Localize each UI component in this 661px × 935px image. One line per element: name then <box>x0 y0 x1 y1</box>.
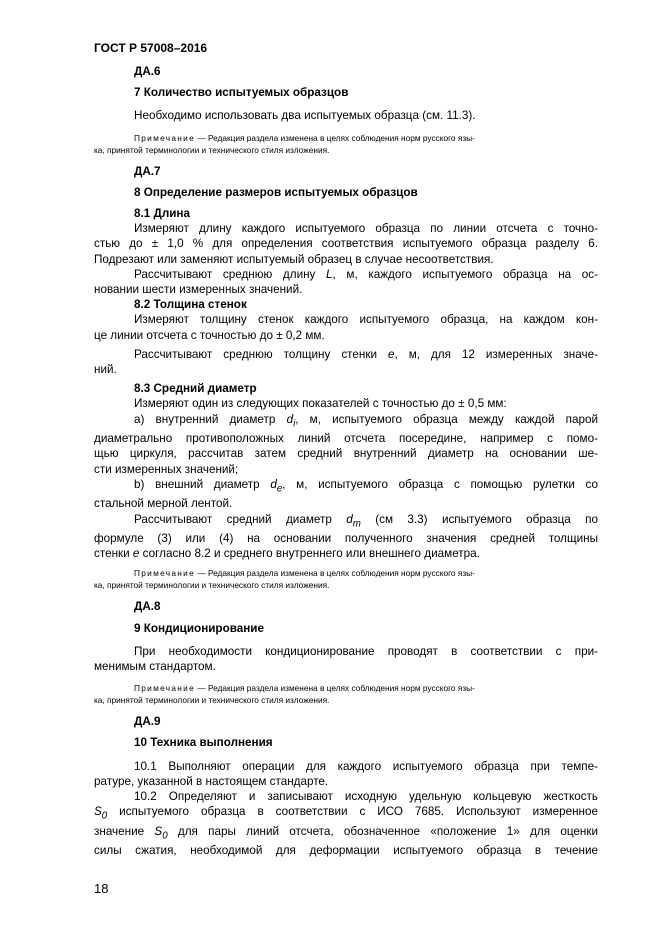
subsection-title-8-1: 8.1 Длина <box>134 207 190 221</box>
text-line: формуле (3) или (4) на основании полученного значения средней толщины <box>94 532 598 546</box>
section-title-10: 10 Техника выполнения <box>134 736 273 750</box>
subsection-title-8-3: 8.3 Средний диаметр <box>134 382 257 396</box>
section-code-da8: ДА.8 <box>134 600 161 614</box>
text-line: значение $S_0$ для пары линий отсчета, обозначенное «положение 1» для оценки <box>94 824 598 842</box>
symbol-e: e <box>387 347 395 361</box>
text-line: Измеряют длину каждого испытуемого образца по линии отсчета с точно- <box>134 222 598 236</box>
note-label: Примечание <box>134 132 196 143</box>
note-label: Примечание <box>134 568 196 579</box>
text-line: Рассчитывают среднюю толщину стенки e, м, для 12 измеренных значе- <box>134 347 598 361</box>
text-line: це линии отсчета с точностью до ± 0,2 мм. <box>94 328 325 342</box>
text-line: ний. <box>94 363 117 377</box>
section-title-7: 7 Количество испытуемых образцов <box>134 86 349 100</box>
text-line: ратуре, указанной в настоящем стандарте. <box>94 774 329 788</box>
section-code-da9: ДА.9 <box>134 715 161 729</box>
text-line: менимым стандартом. <box>94 660 216 674</box>
note-line-1: — Редакция раздела изменена в целях соблюдения норм русского язы- <box>195 683 475 694</box>
section-title-8: 8 Определение размеров испытуемых образцов <box>134 185 418 199</box>
note-da6 <box>94 132 598 156</box>
note-line-2: ка, принятой терминологии и технического стиля изложения. <box>94 144 330 155</box>
text-line: стью до ± 1,0 % для определения соответствия испытуемого образца разделу 6. <box>94 237 598 251</box>
text-line: щью циркуля, рассчитав затем средний внутренний диаметр на основании ше- <box>94 447 598 461</box>
list-item-a: a) внутренний диаметр $d_i$, м, испытуемого образца между каждой парой <box>134 412 598 429</box>
standard-header: ГОСТ Р 57008–2016 <box>94 41 208 55</box>
text-line: 10.2 Определяют и записывают исходную удельную кольцевую жесткость <box>134 790 598 804</box>
text-line: стальной мерной лентой. <box>94 497 233 511</box>
note-da8 <box>94 682 598 706</box>
section-title-9: 9 Кондиционирование <box>134 621 264 635</box>
note-line-2: ка, принятой терминологии и технического стиля изложения. <box>94 695 330 706</box>
subsection-title-8-2: 8.2 Толщина стенок <box>134 298 247 312</box>
text-line: силы сжатия, необходимой для деформации испытуемого образца в течение <box>94 844 598 858</box>
note-label: Примечание <box>134 683 196 694</box>
section-code-da7: ДА.7 <box>134 164 161 178</box>
text-line: Измеряют толщину стенок каждого испытуемого образца, на каждом кон- <box>134 313 598 327</box>
symbol-L: L <box>326 267 333 281</box>
text-line: При необходимости кондиционирование проводят в соответствии с при- <box>134 644 598 658</box>
note-line-1: — Редакция раздела изменена в целях соблюдения норм русского язы- <box>195 132 475 143</box>
list-item-b: b) внешний диаметр $d_e$, м, испытуемого образца с помощью рулетки со <box>134 477 598 495</box>
paragraph-7: Необходимо использовать два испытуемых образца (см. 11.3). <box>134 109 476 123</box>
note-line-2: ка, принятой терминологии и технического стиля изложения. <box>94 580 330 591</box>
text-line: 10.1 Выполняют операции для каждого испытуемого образца при темпе- <box>134 759 598 773</box>
page-number: 18 <box>94 881 109 896</box>
text-line: стенки e согласно 8.2 и среднего внутреннего или внешнего диаметра. <box>94 547 480 561</box>
section-code-da6: ДА.6 <box>134 65 161 78</box>
text-line: Рассчитывают среднюю длину L, м, каждого испытуемого образца на ос- <box>134 267 598 281</box>
text-line: Измеряют один из следующих показателей с точностью до ± 0,5 мм: <box>134 397 507 411</box>
text-line: новании шести измеренных значений. <box>94 283 303 297</box>
note-da7 <box>94 567 598 591</box>
text-line: Рассчитывают средний диаметр $d_m$ (см 3.3) испытуемого образца по <box>134 512 598 529</box>
text-line: диаметрально противоположных линий отсчета посередине, например с помо- <box>94 432 598 446</box>
text-line: сти измеренных значений; <box>94 462 239 476</box>
text-line: Подрезают или заменяют испытуемый образец в случае несоответствия. <box>94 252 494 266</box>
text-line: $S_0$ испытуемого образца в соответствии с ИСО 7685. Используют измеренное <box>94 805 598 822</box>
page-body <box>94 64 598 859</box>
note-line-1: — Редакция раздела изменена в целях соблюдения норм русского язы- <box>195 568 475 579</box>
